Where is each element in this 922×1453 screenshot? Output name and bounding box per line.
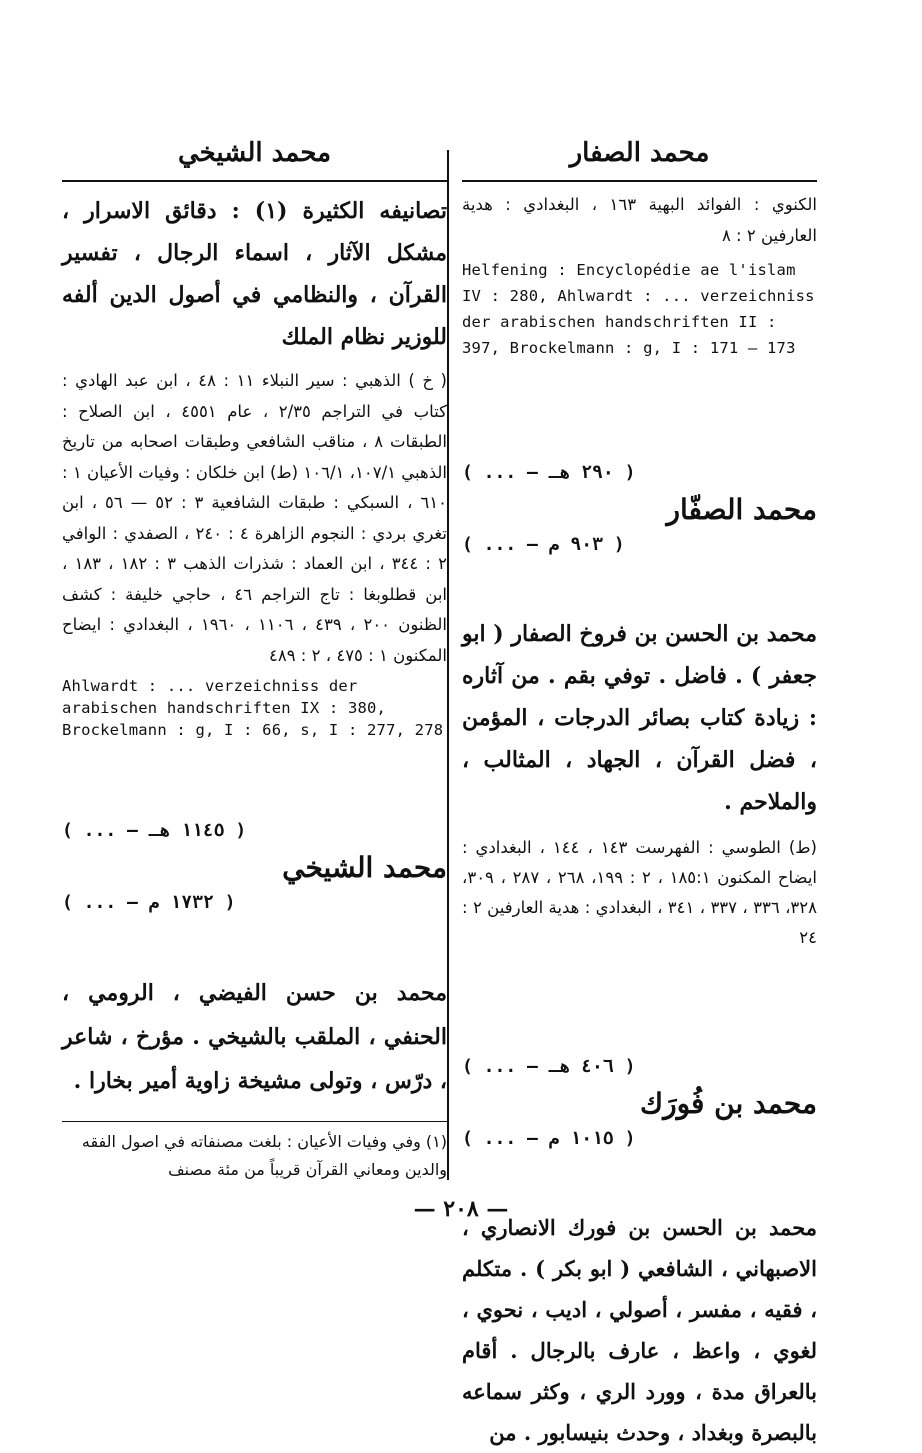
footnote: (١) وفي وفيات الأعيان : بلغت مصنفاته في اصول الفقه والدين ومعاني القرآن قريباً من مئة مصنف — [81, 1132, 447, 1179]
footnote-rule — [62, 1121, 447, 1122]
header-rule-left — [62, 180, 447, 182]
right-column — [462, 130, 817, 1453]
entry-name-ibn-furak: محمد بن فُورَك — [639, 1086, 817, 1120]
entry-body-saffar: محمد بن الحسن بن فروخ الصفار ( ابو جعفر ) . فاضل . توفي بقم . من آثاره : زيادة كتاب بصائر الدرجات ، المؤمن ، فضل القرآن ، الجهاد ، المثالب ، والملاحم . — [462, 621, 817, 815]
references-arabic: ( خ ) الذهبي : سير النبلاء ١١ : ٤٨ ، ابن عبد الهادي : كتاب في التراجم ٢/٣٥ ، عام ٤٥٥١ ، ابن الصلاح : الطبقات ٨ ، مناقب الشافعي وطبقات اصحابه من تاريخ الذهبي ١٠٧/١، ١٠٦/١ (ط) ابن خلكان : وفيات الأعيان ١ : ٦١٠ ، السبكي : طبقات الشافعية ٣ : ٥٢ — ٥٦ ، ابن تغري بردي : النجوم الزاهرة ٤ : ٢٤٠ ، الصفدي : الوافي ٢ : ٣٤٤ ، ابن العماد : شذرات الذهب ٣ : ١٨٢ ، ١٨٣ ، ابن قطلوبغا : تاج التراجم ٤٦ ، حاجي خليفة : كشف الظنون ٢٠٠ ، ٤٣٩ ، ١١٠٦ ، ١٩٦٠ ، البغدادي : ايضاح المكنون ١ : ٤٧٥ ، ٢ : ٤٨٩ — [62, 371, 448, 665]
left-column — [62, 130, 447, 1184]
entry-dates-ibn-furak — [462, 1007, 635, 1199]
date-gregorian: ( ... — ١٠١٥ م ) — [462, 1128, 636, 1149]
running-head-left: محمد الشيخي — [177, 138, 332, 168]
references-latin: Ahlwardt : ... verzeichniss der arabischen handschriften IX : 380, Brockelmann : g, I : 66, s, I : 277, 278 — [62, 677, 444, 739]
date-gregorian: ( ... — ١٧٣٢ م ) — [62, 892, 236, 913]
running-head-right: محمد الصفار — [569, 138, 710, 168]
entry-header-shaykhi — [62, 771, 447, 963]
intro-paragraph: تصانيفه الكثيرة (١) : دقائق الاسرار ، مشكل الآثار ، اسماء الرجال ، تفسير القرآن ، والنظامي في أصول الدين ألفه للوزير نظام الملك — [62, 198, 447, 350]
entry-name-shaykhi: محمد الشيخي — [282, 850, 447, 884]
date-hijri: ( ... — ١١٤٥ هـ ) — [62, 820, 247, 841]
date-hijri: ( ... — ٤٠٦ هـ ) — [462, 1056, 636, 1077]
entry-references-saffar: (ط) الطوسي : الفهرست ١٤٣ ، ١٤٤ ، البغدادي : ايضاح المكنون ١٨٥:١ ، ٢ : ١٩٩، ٢٦٨ ، ٢٨٧ ، ٣٠٩، ٣٢٨، ٣٣٦ ، ٣٣٧ ، ٣٤١ ، البغدادي : هدية العارفين ٢ : ٢٤ — [462, 838, 817, 947]
entry-body-shaykhi: محمد بن حسن الفيضي ، الرومي ، الحنفي ، الملقب بالشيخي . مؤرخ ، شاعر ، درّس ، وتولى مشيخة زاوية أمير بخارا . — [62, 980, 447, 1094]
entry-header-ibn-furak — [462, 1007, 817, 1199]
top-references-arabic: الكنوي : الفوائد البهية ١٦٣ ، البغدادي : هدية العارفين ٢ : ٨ — [462, 195, 817, 245]
entry-header-saffar — [462, 413, 817, 605]
header-rule-right — [462, 180, 817, 182]
date-gregorian: ( ... — ٩٠٣ م ) — [462, 534, 625, 555]
column-divider — [447, 150, 449, 1180]
entry-name-saffar: محمد الصفّار — [666, 492, 817, 526]
entry-dates-saffar — [462, 413, 635, 605]
entry-dates-shaykhi — [62, 771, 246, 963]
top-references-latin: Helfening : Encyclopédie ae l'islam IV : 280, Ahlwardt : ... verzeichniss der arabischen handschriften II : 397, Brockelmann : g, I : 171 — 173 — [462, 261, 815, 357]
page-number: — ٢٠٨ — — [413, 1196, 509, 1222]
entry-body-ibn-furak: محمد بن الحسن بن فورك الانصاري ، الاصبهاني ، الشافعي ( ابو بكر ) . متكلم ، فقيه ، مفسر ، أصولي ، اديب ، نحوي ، لغوي ، واعظ ، عارف بالرجال . أقام بالعراق مدة ، وورد الري ، وكثر سماعه بالبصرة وبغداد ، وحدث بنيسابور . من — [462, 1215, 817, 1445]
date-hijri: ( ... — ٢٩٠ هـ ) — [462, 462, 636, 483]
